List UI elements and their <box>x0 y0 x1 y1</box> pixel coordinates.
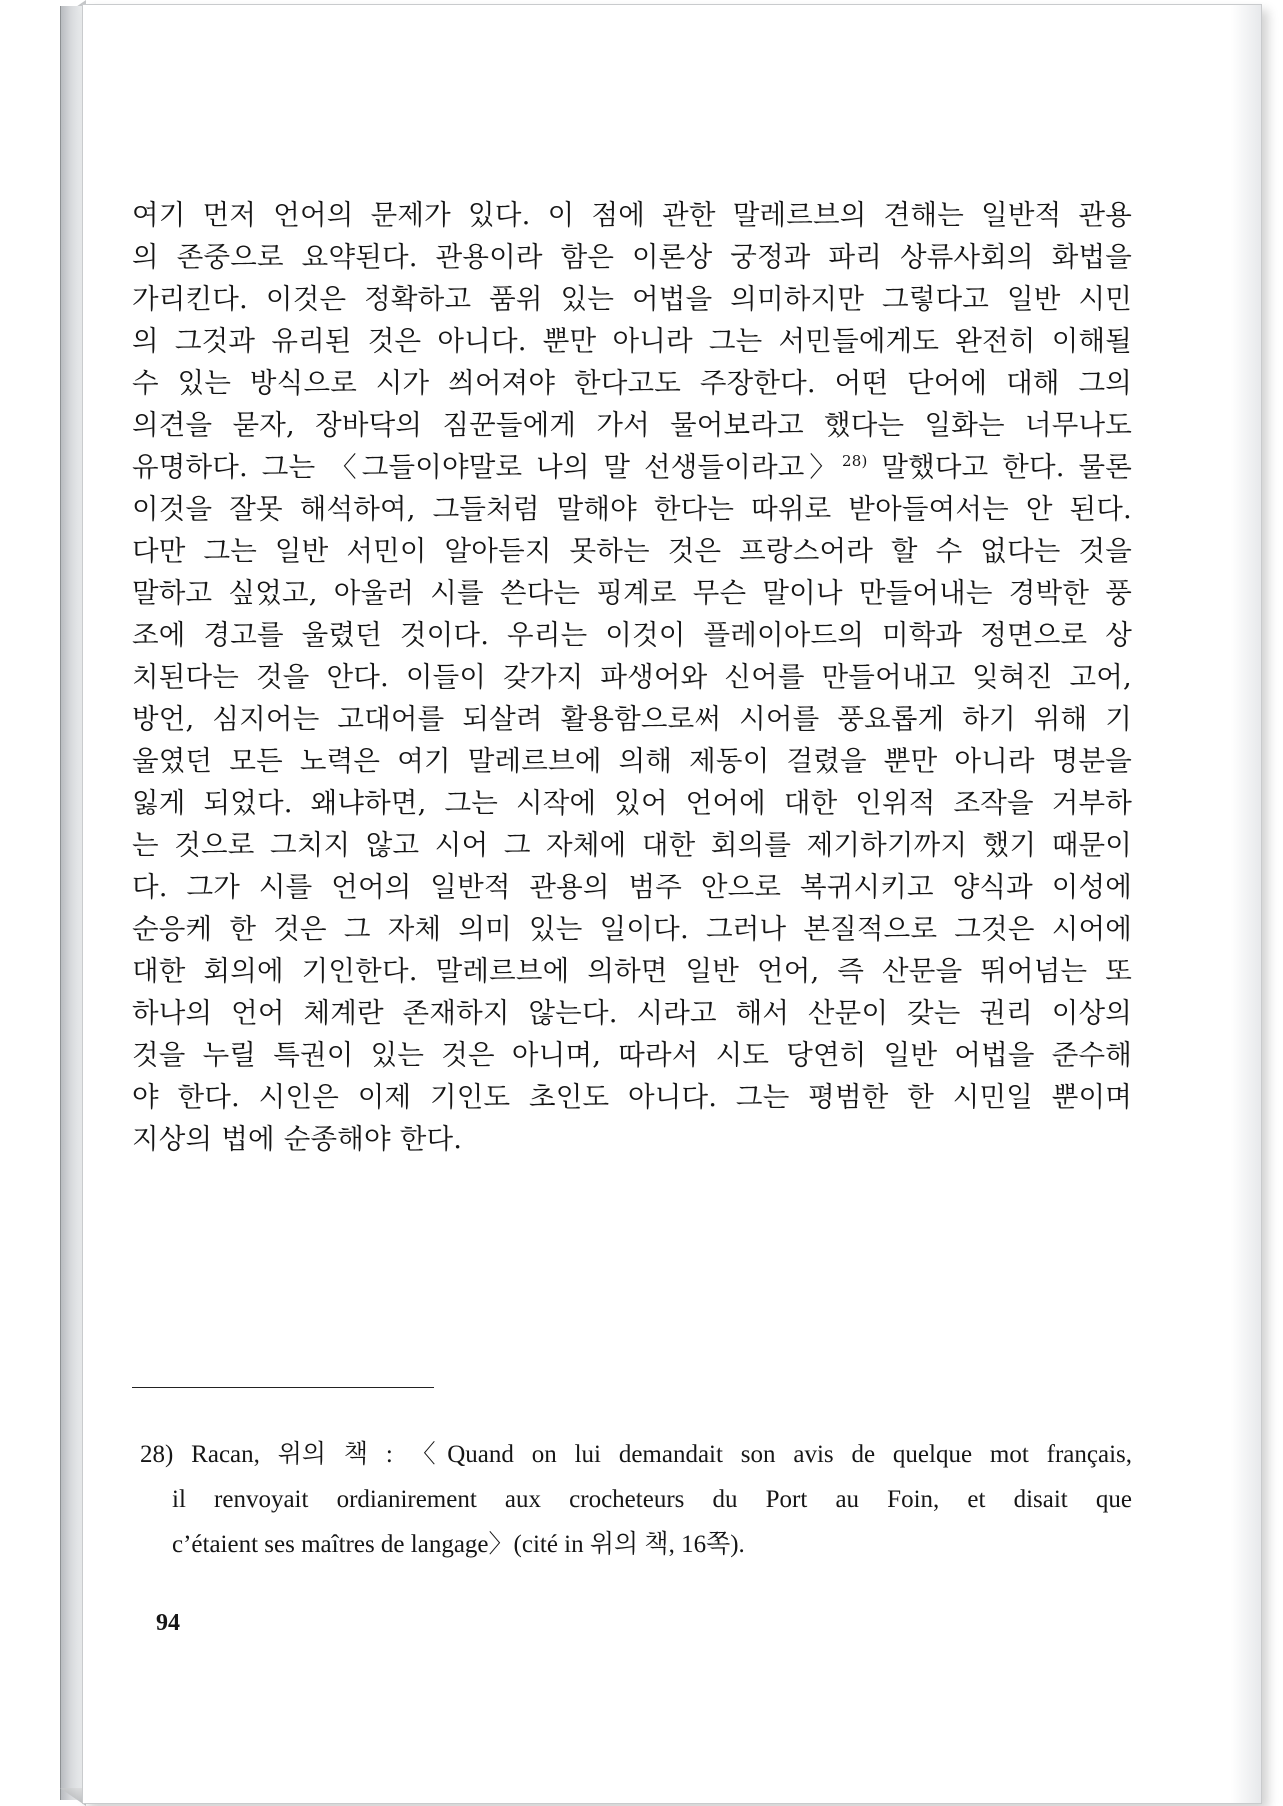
footnote <box>140 1432 1132 1567</box>
page-number: 94 <box>156 1610 180 1636</box>
page-edge-shade <box>1231 5 1261 1803</box>
body-line: 울였던 모든 노력은 여기 말레르브에 의해 제동이 걸렸을 뿐만 아니라 명분을 <box>132 745 1132 777</box>
body-line: 다만 그는 일반 서민이 알아듣지 못하는 것은 프랑스어라 할 수 없다는 것을 <box>132 535 1132 567</box>
body-line: 는 것으로 그치지 않고 시어 그 자체에 대한 회의를 제기하기까지 했기 때문이 <box>132 829 1132 861</box>
footnote-line: il renvoyait ordianirement aux crocheteurs du Port au Foin, et disait que <box>172 1486 1132 1513</box>
body-line: 잃게 되었다. 왜냐하면, 그는 시작에 있어 언어에 대한 인위적 조작을 거부하 <box>132 787 1132 819</box>
body-line: 야 한다. 시인은 이제 기인도 초인도 아니다. 그는 평범한 한 시민일 뿐이며 <box>132 1081 1132 1113</box>
footnote-divider <box>132 1387 434 1388</box>
body-line: 의 그것과 유리된 것은 아니다. 뿐만 아니라 그는 서민들에게도 완전히 이해될 <box>132 325 1132 357</box>
body-line: 순응케 한 것은 그 자체 의미 있는 일이다. 그러나 본질적으로 그것은 시어에 <box>132 913 1132 945</box>
footnote-line: c’étaient ses maîtres de langage〉(cité in 위의 책, 16쪽). <box>172 1531 745 1558</box>
book-spine <box>60 6 83 1800</box>
body-line: 하나의 언어 체계란 존재하지 않는다. 시라고 해서 산문이 갖는 권리 이상의 <box>132 997 1132 1029</box>
body-line-with-footnote-ref <box>132 446 1132 488</box>
body-line: 방언, 심지어는 고대어를 되살려 활용함으로써 시어를 풍요롭게 하기 위해 기 <box>132 703 1132 735</box>
body-line: 이것을 잘못 해석하여, 그들처럼 말해야 한다는 따위로 받아들여서는 안 된다. <box>132 493 1132 525</box>
body-line: 조에 경고를 울렸던 것이다. 우리는 이것이 플레이아드의 미학과 정면으로 상 <box>132 619 1132 651</box>
body-line: 의견을 묻자, 장바닥의 짐꾼들에게 가서 물어보라고 했다는 일화는 너무나도 <box>132 409 1132 441</box>
body-line: 여기 먼저 언어의 문제가 있다. 이 점에 관한 말레르브의 견해는 일반적 관용 <box>132 199 1132 231</box>
body-line: 수 있는 방식으로 시가 씌어져야 한다고도 주장한다. 어떤 단어에 대해 그의 <box>132 367 1132 399</box>
footnote-line: 28) Racan, 위의 책 : 〈Quand on lui demandait son avis de quelque mot français, <box>140 1441 1132 1468</box>
body-line: 대한 회의에 기인한다. 말레르브에 의하면 일반 언어, 즉 산문을 뛰어넘는 또 <box>132 955 1132 987</box>
body-paragraph <box>132 194 1132 1160</box>
body-line-text: 유명하다. 그는 〈그들이야말로 나의 말 선생들이라고〉 <box>132 451 842 483</box>
body-line: 지상의 법에 순종해야 한다. <box>132 1123 463 1155</box>
body-line: 다. 그가 시를 언어의 일반적 관용의 범주 안으로 복귀시키고 양식과 이성에 <box>132 871 1132 903</box>
body-line-tail: 말했다고 한다. 물론 <box>867 451 1132 483</box>
footnote-reference[interactable]: 28) <box>841 451 868 470</box>
body-line: 말하고 싶었고, 아울러 시를 쓴다는 핑계로 무슨 말이나 만들어내는 경박한 풍 <box>132 577 1132 609</box>
body-line: 치된다는 것을 안다. 이들이 갖가지 파생어와 신어를 만들어내고 잊혀진 고어, <box>132 661 1132 693</box>
body-line: 의 존중으로 요약된다. 관용이라 함은 이론상 궁정과 파리 상류사회의 화법을 <box>132 241 1132 273</box>
body-line: 가리킨다. 이것은 정확하고 품위 있는 어법을 의미하지만 그렇다고 일반 시민 <box>132 283 1132 315</box>
body-line: 것을 누릴 특권이 있는 것은 아니며, 따라서 시도 당연히 일반 어법을 준수해 <box>132 1039 1132 1071</box>
